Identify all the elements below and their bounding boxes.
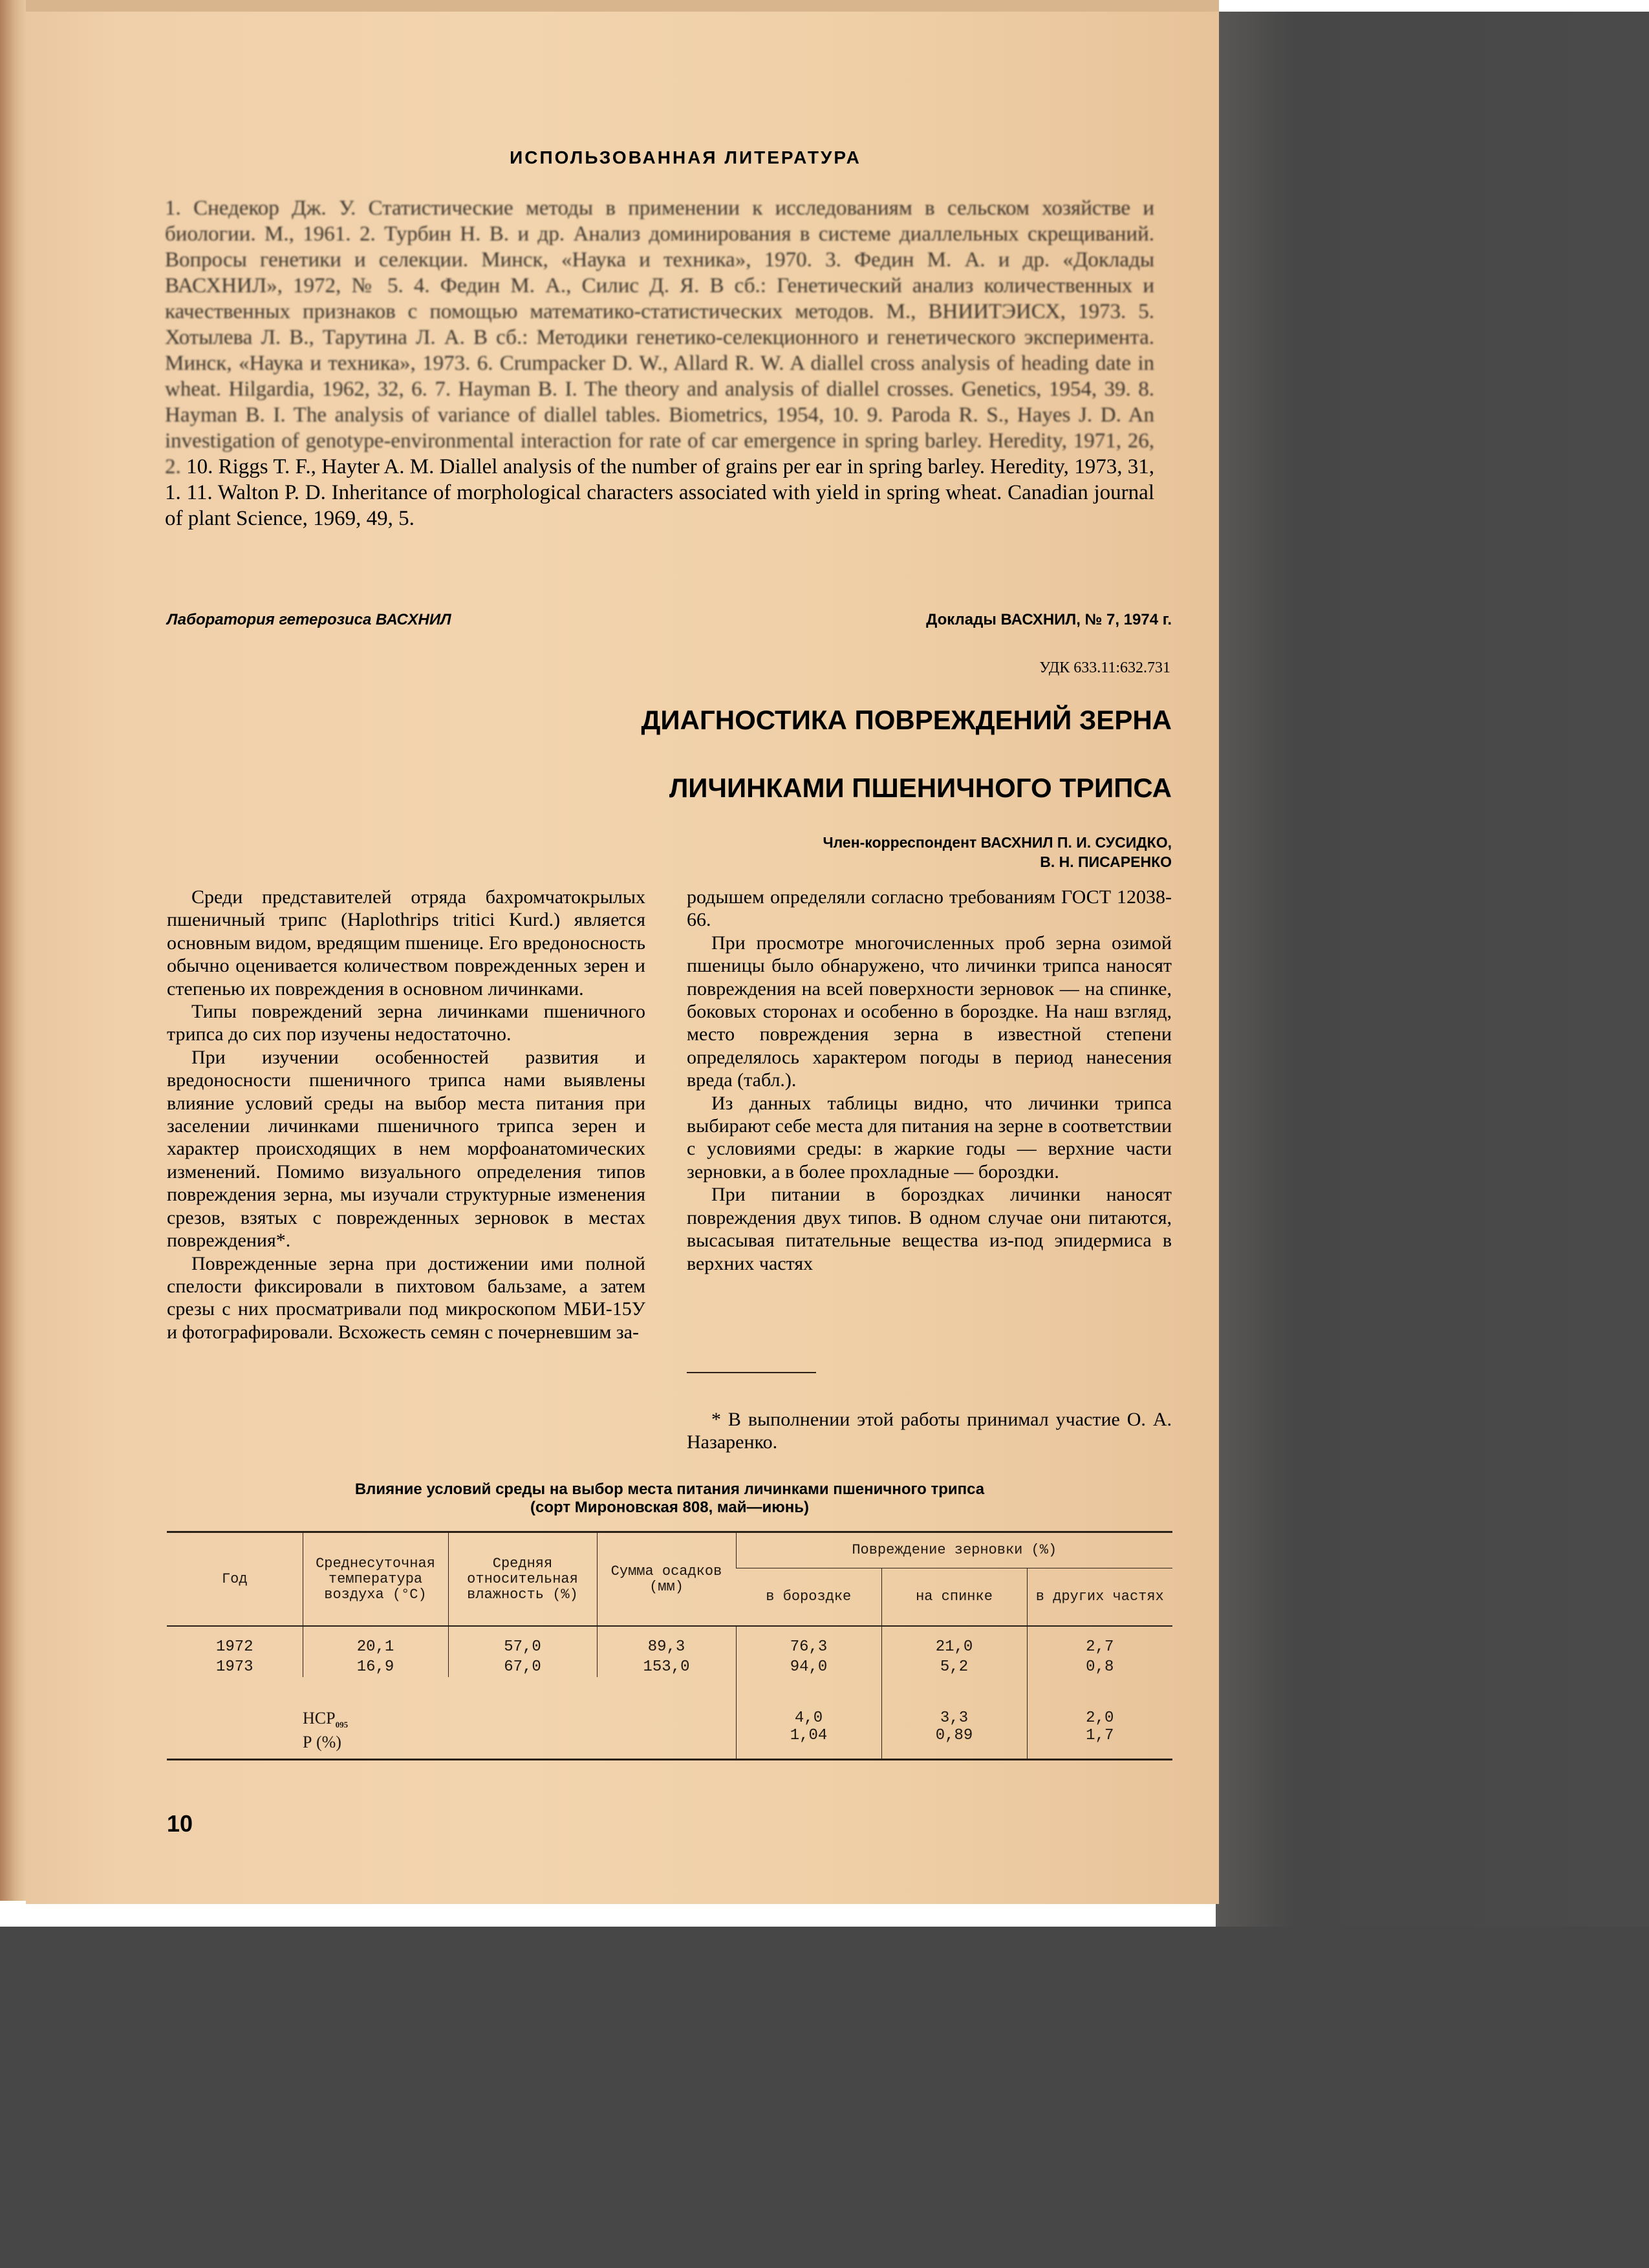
footnote: * В выполнении этой работы принимал участие О. А. Назаренко. <box>687 1409 1172 1453</box>
table-caption-line-1: Влияние условий среды на выбор места питания личинками пшеничного трипса <box>354 1481 985 1498</box>
references-blurred-part: 1. Снедекор Дж. У. Статистические методы в применении к исследованиям в сельском хозяйстве и биологии. М., 1961. 2. Турбин Н. В. и др. Анализ доминирования в системе диаллельных скрещиваний. Вопросы генетики и селекции. Минск, «Наука и техника», 1970. 3. Федин М. А. и др. «Доклады ВАСХНИЛ», 1972, № 5. 4. Федин М. А., Силис Д. Я. В сб.: Генетический анализ количественных и качественных признаков с помощью математико-статистических методов. М., ВНИИТЭИСХ, 1973. 5. Хотылева Л. В., Тарутина Л. А. В сб.: Методики генетико-селекционного и генетического эксперимента. Минск, «Наука и техника», 1973. 6. Crumpacker D. W., Allard R. W. A diallel cross analysis of heading date in wheat. Hilgardia, 1962, 32, 6. 7. Hayman B. I. The theory and analysis of diallel crosses. Genetics, 1954, 39. 8. Hayman B. I. The analysis of variance of diallel tables. Biometrics, 1954, 10. 9. Paroda R. S., Hayes J. D. An investigation of genotype-environmental interaction for rate of car emergence in spring barley. Heredity, 1971, 26, 2. <box>165 197 1154 478</box>
table-stats-row <box>167 1677 1172 1760</box>
paragraph: При питании в бороздках личинки наносят повреждения двух типов. В одном случае они питаются, высасывая питательные вещества из-под эпидермиса в верхних частях <box>687 1184 1172 1274</box>
cell-stats-groove <box>736 1677 881 1760</box>
paragraph: Среди представителей отряда бахромчатокрылых пшеничный трипс (Haplothrips tritici Kurd.) является основным видом, вредящим пшенице. Его вредоносность обычно оценивается количеством поврежденных зерен и степенью их повреждения в основном личинками. <box>167 886 645 1000</box>
article-authors <box>647 833 1172 872</box>
hsr-other: 2,0 <box>1086 1709 1114 1727</box>
col-header-year: Год <box>167 1532 303 1627</box>
col-header-humidity: Средняя относительная влажность (%) <box>448 1532 597 1627</box>
data-table <box>167 1531 1172 1760</box>
col-header-temperature: Среднесуточная температура воздуха (°С) <box>303 1532 448 1627</box>
col-header-precipitation: Сумма осадков (мм) <box>597 1532 736 1627</box>
col-header-groove: в бороздке <box>736 1568 881 1627</box>
paragraph: Поврежденные зерна при достижении ими полной спелости фиксировали в пихтовом бальзаме, а затем срезы с них просматривали под микроскопом МБИ-15У и фотографировали. Всхожесть семян с почерневшим за- <box>167 1252 645 1343</box>
p-back: 0,89 <box>935 1727 973 1744</box>
cell-humidity: 67,0 <box>448 1657 597 1677</box>
references-clear-part: 10. Riggs T. F., Hayter A. M. Diallel analysis of the number of grains per ear in spring barley. Heredity, 1973, 31, 1. 11. Walton P. D. Inheritance of morphological characters associated with yield in spring wheat. Canadian journal of plant Science, 1969, 49, 5. <box>165 455 1155 530</box>
cell-precip: 153,0 <box>597 1657 736 1677</box>
cell-precip: 89,3 <box>597 1626 736 1657</box>
table-caption <box>167 1481 1172 1517</box>
hsr-label: НСР <box>303 1709 336 1728</box>
page-top-edge <box>26 0 1219 12</box>
p-label: Р (%) <box>303 1733 341 1752</box>
page-stack-edge <box>0 0 26 1901</box>
paragraph: При изучении особенностей развития и вредоносности пшеничного трипса нами выявлены влияние условий среды на выбор места питания при заселении личинками пшеничного трипса зерен и характер происходящих в нем морфоанатомических изменений. Помимо визуального определения типов повреждения зерна, мы изучали структурные изменения срезов, взятых с поврежденных зерновок в местах повреждения*. <box>167 1046 645 1252</box>
cell-groove: 76,3 <box>736 1626 881 1657</box>
paragraph: При просмотре многочисленных проб зерна озимой пшеницы было обнаружено, что личинки трипса наносят повреждения на всей поверхности зерновок — на спинке, боковых сторонах и особенно в бороздке. На наш взгляд, место повреждения зерна в известной степени определялось характером погоды в период нанесения вреда (табл.). <box>687 932 1172 1091</box>
cell-back: 5,2 <box>881 1657 1027 1677</box>
cell-stats-back <box>881 1677 1027 1760</box>
cell-year: 1972 <box>215 1638 253 1656</box>
col-header-other: в других частях <box>1027 1568 1172 1627</box>
hsr-subscript: 095 <box>335 1720 349 1730</box>
cell-stats-other <box>1027 1677 1172 1760</box>
scan-background-bottom <box>0 1927 1649 2268</box>
body-column-left <box>167 886 645 1343</box>
references-title: ИСПОЛЬЗОВАННАЯ ЛИТЕРАТУРА <box>510 147 861 167</box>
author-line-2: В. Н. ПИСАРЕНКО <box>1040 853 1172 870</box>
col-header-back: на спинке <box>881 1568 1027 1627</box>
table-row <box>167 1657 1172 1677</box>
cell-back: 21,0 <box>881 1626 1027 1657</box>
p-other: 1,7 <box>1086 1727 1114 1744</box>
running-header-journal: Доклады ВАСХНИЛ, № 7, 1974 г. <box>926 611 1172 628</box>
cell-year: 1973 <box>215 1658 253 1676</box>
table-caption-line-2: (сорт Мироновская 808, май—июнь) <box>530 1499 809 1516</box>
body-column-right <box>687 886 1172 1275</box>
running-header-lab: Лаборатория гетерозиса ВАСХНИЛ <box>167 611 451 628</box>
cell-temp: 16,9 <box>303 1657 448 1677</box>
author-line-1: Член-корреспондент ВАСХНИЛ П. И. СУСИДКО, <box>823 834 1172 851</box>
paragraph: Из данных таблицы видно, что личинки трипса выбирают себе места для питания на зерне в соответствии с условиями среды: в жаркие годы — верхние части зерновки, а в более прохладные — бороздки. <box>687 1092 1172 1182</box>
article-title-line-1: ДИАГНОСТИКА ПОВРЕЖДЕНИЙ ЗЕРНА <box>641 705 1172 735</box>
p-groove: 1,04 <box>790 1727 828 1744</box>
cell-other: 2,7 <box>1027 1626 1172 1657</box>
table-row <box>167 1626 1172 1657</box>
scan-background-right <box>1216 12 1649 1929</box>
cell-humidity: 57,0 <box>448 1626 597 1657</box>
paragraph-continued: родышем определяли согласно требованиям ГОСТ 12038-66. <box>687 886 1172 931</box>
cell-temp: 20,1 <box>303 1626 448 1657</box>
cell-groove: 94,0 <box>736 1657 881 1677</box>
page-number: 10 <box>167 1810 193 1837</box>
footnote-divider <box>687 1372 816 1373</box>
hsr-back: 3,3 <box>940 1709 969 1727</box>
article-title-line-2: ЛИЧИНКАМИ ПШЕНИЧНОГО ТРИПСА <box>669 773 1172 803</box>
hsr-groove: 4,0 <box>794 1709 823 1727</box>
paragraph: Типы повреждений зерна личинками пшеничного трипса до сих пор изучены недостаточно. <box>167 1001 645 1045</box>
references-list <box>165 195 1154 531</box>
stats-labels <box>167 1677 736 1760</box>
col-header-damage: Повреждение зерновки (%) <box>736 1532 1172 1568</box>
udk-code: УДК 633.11:632.731 <box>1039 659 1170 676</box>
cell-other: 0,8 <box>1027 1657 1172 1677</box>
